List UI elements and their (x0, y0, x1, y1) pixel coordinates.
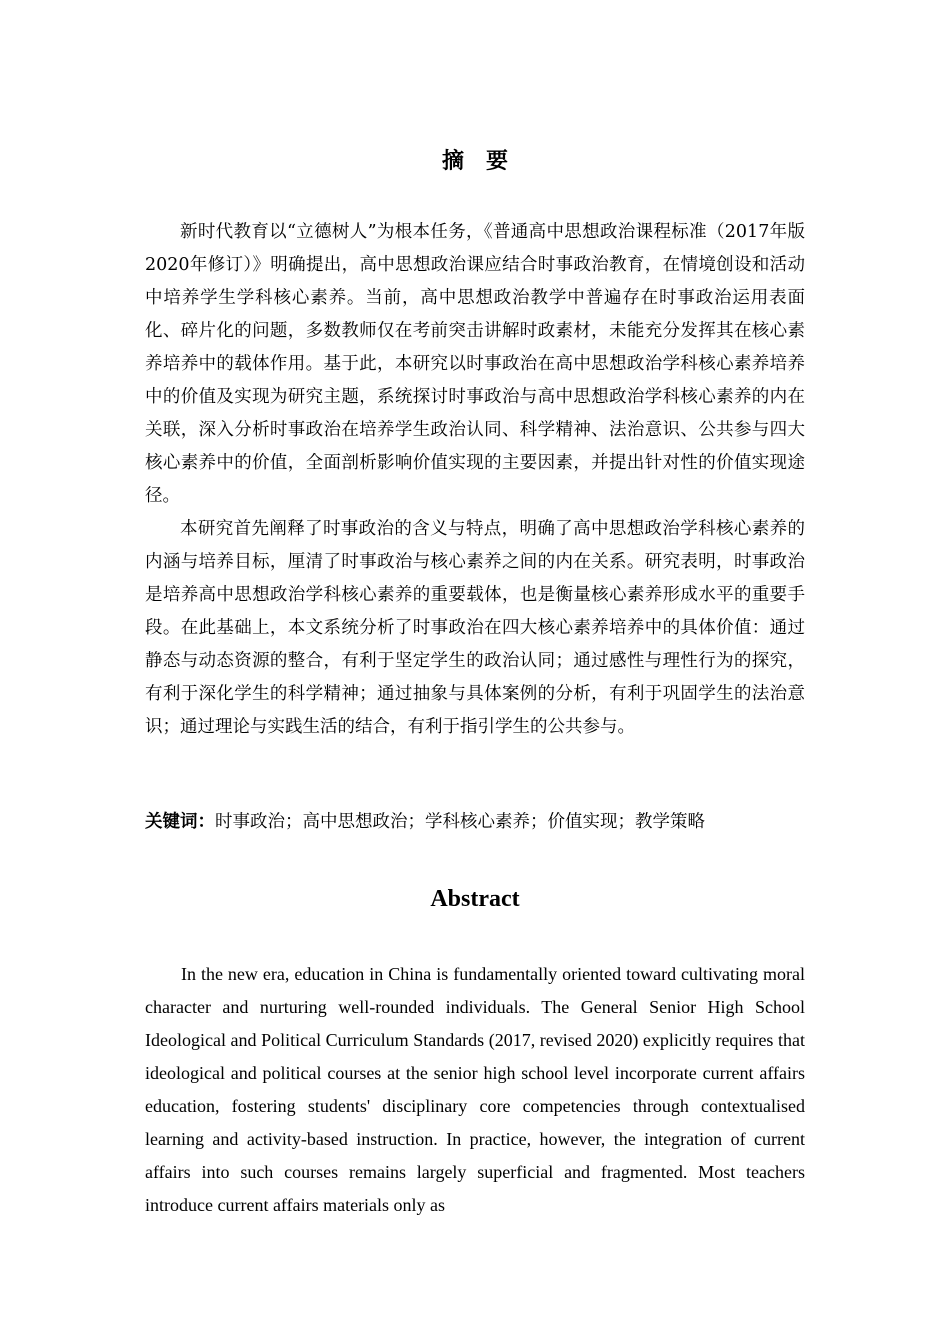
keywords-label: 关键词： (145, 812, 215, 832)
keywords-line (145, 806, 805, 839)
abstract-en-title: Abstract (430, 886, 520, 912)
abstract-en-paragraph: In the new era, education in China is fundamentally oriented toward cultivating moral character and nurturing well-rounded individuals. The General Senior High School Ideological and Political Curriculum Standards (2017, revised 2020) explicitly requires that ideological and political courses at the senior high school level incorporate current affairs education, fostering students' disciplinary core competencies through contextualised learning and activity-based instruction. In practice, however, the integration of current affairs into such courses remains largely superficial and fragmented. Most teachers introduce current affairs materials only as (145, 964, 805, 1215)
abstract-cn-paragraph: 本研究首先阐释了时事政治的含义与特点，明确了高中思想政治学科核心素养的内涵与培养目标，厘清了时事政治与核心素养之间的内在关系。研究表明，时事政治是培养高中思想政治学科核心素养的重要载体，也是衡量核心素养形成水平的重要手段。在此基础上，本文系统分析了时事政治在四大核心素养培养中的具体价值：通过静态与动态资源的整合，有利于坚定学生的政治认同；通过感性与理性行为的探究，有利于深化学生的科学精神；通过抽象与具体案例的分析，有利于巩固学生的法治意识；通过理论与实践生活的结合，有利于指引学生的公共参与。 (145, 519, 805, 737)
abstract-cn-body (145, 216, 805, 744)
keywords-text: 时事政治；高中思想政治；学科核心素养；价值实现；教学策略 (215, 812, 705, 832)
abstract-cn-title: 摘要 (441, 149, 530, 174)
abstract-cn-paragraph: 新时代教育以“立德树人”为根本任务，《普通高中思想政治课程标准（2017年版2020年修订）》明确提出，高中思想政治课应结合时事政治教育，在情境创设和活动中培养学生学科核心素养。当前，高中思想政治教学中普遍存在时事政治运用表面化、碎片化的问题，多数教师仅在考前突击讲解时政素材，未能充分发挥其在核心素养培养中的载体作用。基于此，本研究以时事政治在高中思想政治学科核心素养培养中的价值及实现为研究主题，系统探讨时事政治与高中思想政治学科核心素养的内在关联，深入分析时事政治在培养学生政治认同、科学精神、法治意识、公共参与四大核心素养中的价值，全面剖析影响价值实现的主要因素，并提出针对性的价值实现途径。 (145, 222, 805, 506)
abstract-en-body (145, 958, 805, 1222)
